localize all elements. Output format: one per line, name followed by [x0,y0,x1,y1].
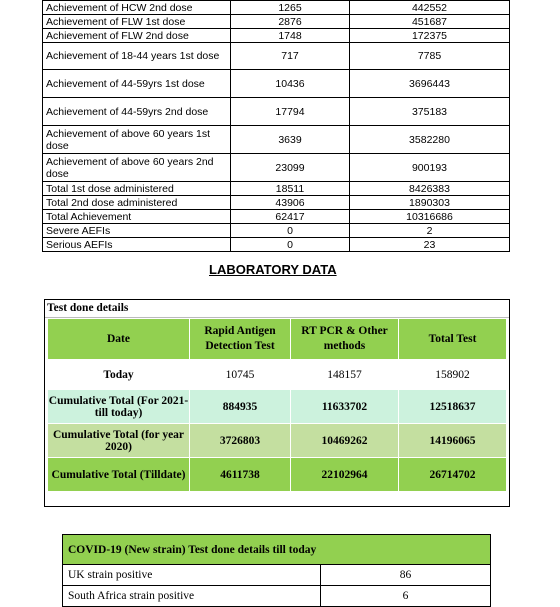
table-row [43,224,510,238]
table-row [43,98,510,126]
rapid-value: 10745 [190,360,290,389]
row-label: Cumulative Total (for year 2020) [48,424,189,457]
rtpcr-value: 10469262 [291,424,398,457]
table-row [43,238,510,252]
today-value: 3639 [231,126,350,154]
column-header-rapid: Rapid Antigen Detection Test [190,319,290,359]
rtpcr-value: 22102964 [291,458,398,491]
today-value: 2876 [231,15,350,29]
row-label: South Africa strain positive [63,586,321,607]
table-row [48,390,506,423]
table-row [43,154,510,182]
table-row [43,29,510,43]
laboratory-data-heading: LABORATORY DATA [209,262,337,277]
row-label: Achievement of FLW 2nd dose [43,29,231,43]
table-row [43,182,510,196]
table-row [43,1,510,15]
table-row [43,196,510,210]
rapid-value: 4611738 [190,458,290,491]
row-label: Total Achievement [43,210,231,224]
cumulative-value: 8426383 [350,182,510,196]
column-header-date: Date [48,319,189,359]
today-value: 0 [231,238,350,252]
row-label: Achievement of HCW 2nd dose [43,1,231,15]
cumulative-value: 442552 [350,1,510,15]
lab-test-table [47,318,507,492]
today-value: 717 [231,43,350,70]
table-row [43,210,510,224]
cumulative-value: 1890303 [350,196,510,210]
table-row [48,458,506,491]
table-row [43,70,510,98]
cumulative-value: 7785 [350,43,510,70]
cumulative-value: 900193 [350,154,510,182]
row-label: Cumulative Total (Tilldate) [48,458,189,491]
row-label: Severe AEFIs [43,224,231,238]
total-value: 12518637 [399,390,506,423]
row-label: Achievement of FLW 1st dose [43,15,231,29]
vaccination-table [42,0,510,252]
row-label: Serious AEFIs [43,238,231,252]
row-label: Achievement of above 60 years 2nd dose [43,154,231,182]
new-strain-table [62,534,491,607]
strain-value: 86 [321,565,491,586]
today-value: 0 [231,224,350,238]
cumulative-value: 23 [350,238,510,252]
strain-value: 6 [321,586,491,607]
table-row [48,424,506,457]
table-header-row [48,319,506,359]
column-header-total: Total Test [399,319,506,359]
today-value: 18511 [231,182,350,196]
row-label: UK strain positive [63,565,321,586]
rtpcr-value: 148157 [291,360,398,389]
today-value: 17794 [231,98,350,126]
total-value: 14196065 [399,424,506,457]
row-label: Total 2nd dose administered [43,196,231,210]
table-row [43,43,510,70]
cumulative-value: 172375 [350,29,510,43]
row-label: Today [48,360,189,389]
row-label: Cumulative Total (For 2021- till today) [48,390,189,423]
rtpcr-value: 11633702 [291,390,398,423]
row-label: Total 1st dose administered [43,182,231,196]
cumulative-value: 375183 [350,98,510,126]
cumulative-value: 10316686 [350,210,510,224]
today-value: 1265 [231,1,350,15]
cumulative-value: 3582280 [350,126,510,154]
today-value: 10436 [231,70,350,98]
row-label: Achievement of 44-59yrs 2nd dose [43,98,231,126]
table-row [63,565,491,586]
column-header-rtpcr: RT PCR & Other methods [291,319,398,359]
strain-table-title: COVID-19 (New strain) Test done details till today [63,535,491,565]
table-row [63,586,491,607]
total-value: 26714702 [399,458,506,491]
lab-test-panel [44,299,510,507]
today-value: 1748 [231,29,350,43]
table-header-row [63,535,491,565]
cumulative-value: 451687 [350,15,510,29]
lab-section-header: Test done details [47,302,129,314]
total-value: 158902 [399,360,506,389]
row-label: Achievement of above 60 years 1st dose [43,126,231,154]
table-row [43,15,510,29]
today-value: 43906 [231,196,350,210]
row-label: Achievement of 44-59yrs 1st dose [43,70,231,98]
row-label: Achievement of 18-44 years 1st dose [43,43,231,70]
rapid-value: 884935 [190,390,290,423]
today-value: 23099 [231,154,350,182]
rapid-value: 3726803 [190,424,290,457]
table-row [48,360,506,389]
today-value: 62417 [231,210,350,224]
table-row [43,126,510,154]
cumulative-value: 2 [350,224,510,238]
cumulative-value: 3696443 [350,70,510,98]
